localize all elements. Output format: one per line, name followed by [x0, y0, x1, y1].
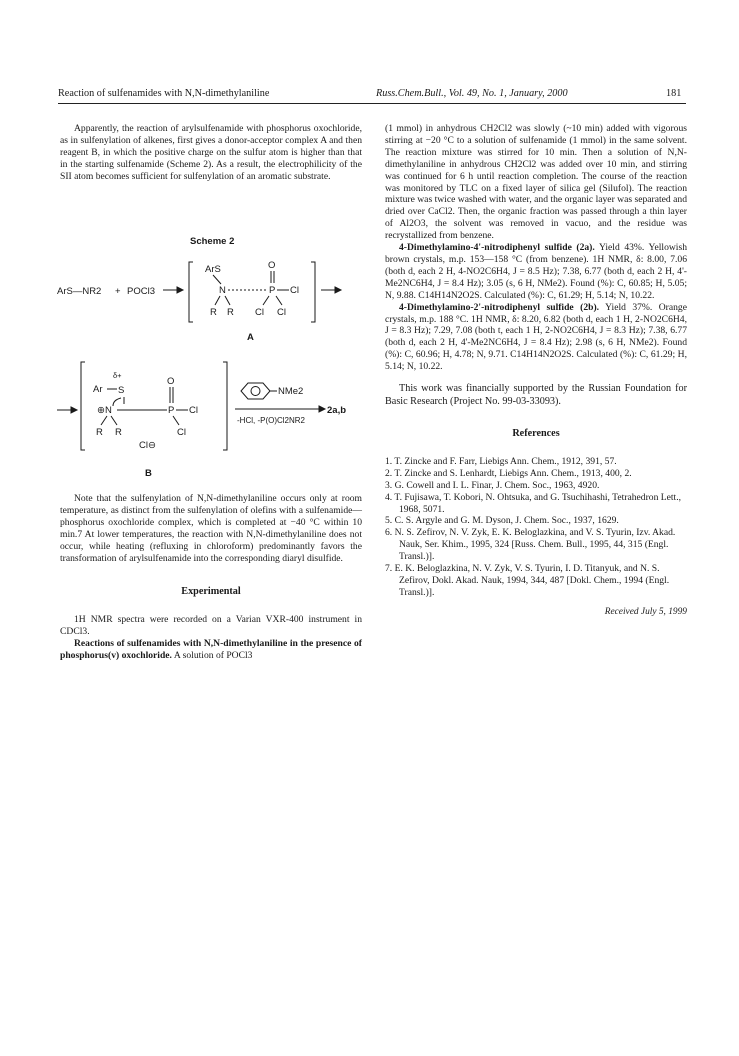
atom-p: P: [269, 285, 276, 296]
nmr-instrument-note: 1H NMR spectra were recorded on a Varian VXR-400 instrument in CDCl3.: [60, 614, 362, 638]
atom-r: R: [210, 307, 217, 318]
atom-p: P: [168, 405, 175, 416]
procedure-text: A solution of POCl3: [173, 650, 253, 662]
chloride-ion: Cl⊖: [139, 440, 156, 451]
reaction-arrow: [57, 407, 77, 413]
scheme-title: Scheme 2: [190, 236, 235, 247]
compound-2a-name: 4-Dimethylamino-4'-nitrodiphenyl sulfide (2a).: [399, 242, 595, 254]
atom-cl: Cl: [189, 405, 198, 416]
header-rule: [58, 103, 686, 104]
experimental-heading: Experimental: [181, 586, 241, 598]
atom-r: R: [96, 427, 103, 438]
reference-item: 5. C. S. Argyle and G. M. Dyson, J. Chem. Soc., 1937, 1629.: [385, 515, 619, 527]
left-column-bottom: [60, 493, 362, 662]
complex-a-structure: [189, 260, 315, 322]
running-title: Reaction of sulfenamides with N,N-dimethylaniline: [58, 88, 270, 99]
reference-item: 3. G. Cowell and I. L. Finar, J. Chem. Soc., 1963, 4920.: [385, 479, 600, 491]
atom-ar: Ar: [93, 384, 103, 395]
reference-item: 1. T. Zincke and F. Farr, Liebigs Ann. Chem., 1912, 391, 57.: [385, 455, 617, 467]
label-b: B: [145, 468, 152, 479]
atom-cl: Cl: [277, 307, 286, 318]
references-heading: References: [512, 428, 560, 440]
atom-r: R: [115, 427, 122, 438]
journal-citation: Russ.Chem.Bull., Vol. 49, No. 1, January, 2000: [376, 88, 568, 99]
reaction-conditions: -HCl, -P(O)Cl2NR2: [237, 416, 305, 425]
received-date: Received July 5, 1999: [604, 606, 687, 617]
reagent-b-structure: [81, 362, 227, 451]
compound-2a-data: Yield 43%. Yellowish brown crystals, m.p. 153—158 °C (from benzene). 1H NMR, δ: 8.00, 7.06 (both d, each 2 H, 4-NO2C6H4, J = 8.5 Hz); 7.38, 6.77 (both d, each 2 H, 4'-Me2NC6H4, J = 8.4 Hz); 3.05 (s, 6 H, NMe2). Found (%): C, 60.85; H, 5.05; N, 9.88. C14H14N2O2S. Calculated (%): C, 61.29; H, 5.14; N, 10.22.: [385, 242, 687, 301]
procedure-continued: (1 mmol) in anhydrous CH2Cl2 was slowly (~10 min) added with vigorous stirring at −20 °C to a solution of sulfenamide (1 mmol) in the same solvent. The reaction mixture was stirred for 10 min. Then a solution of N,N-dimethylaniline in anhydrous CH2Cl2 was added over 10 min, and stirring was continued for 6 h until reaction completion. The course of the reaction was monitored by TLC on a fixed layer of silica gel (Silufol). The reaction mixture was twice washed with water, and the organic layer was separated and dried over CaCl2. Then, the organic fraction was passed through a thin layer of Al2O3, the solvent was removed in vacuo, and the residue was recrystallized from benzene.: [385, 123, 687, 242]
atom-cl: Cl: [290, 285, 299, 296]
atom-o: O: [268, 260, 276, 271]
reference-item: 2. T. Zincke and S. Lenhardt, Liebigs Ann. Chem., 1913, 400, 2.: [385, 467, 632, 479]
atom-o: O: [167, 376, 175, 387]
left-column-top: [60, 123, 362, 183]
atom-s: S: [118, 385, 125, 396]
acknowledgment: This work was financially supported by the Russian Foundation for Basic Research (Project No. 99-03-33093).: [385, 383, 687, 408]
product-label: 2a,b: [327, 405, 347, 416]
right-column: [385, 123, 687, 619]
reactant-sulfenamide: ArS—NR2: [57, 286, 102, 297]
reaction-scheme: [55, 232, 355, 482]
reaction-arrow: [235, 406, 325, 412]
body-paragraph: Note that the sulfenylation of N,N-dimethylaniline occurs only at room temperature, as distinct from the sulfenylation of olefins with a sulfenamide—phosphorus oxochloride complex, which is completed at −40 °C within 10 min.7 At lower temperatures, the reaction with N,N-dimethylaniline does not occur, while heating (refluxing in chloroform) predominantly favors the transformation of arylsulfenamide into the corresponding diaryl disulfide.: [60, 493, 362, 564]
compound-2b-name: 4-Dimethylamino-2'-nitrodiphenyl sulfide (2b).: [399, 301, 600, 313]
atom-n: N: [219, 285, 226, 296]
procedure-title: Reactions of sulfenamides with N,N-dimethylaniline in the presence of phosphorus(v) oxochloride.: [60, 638, 362, 662]
nme2-group: NMe2: [278, 386, 304, 397]
reactant-pocl3: POCl3: [127, 286, 155, 297]
label-a: A: [247, 332, 254, 343]
compound-2b-data: Yield 37%. Orange crystals, m.p. 188 °C. 1H NMR, δ: 8.20, 6.82 (both d, each 1 H, 2-NO2C6H4, J = 8.3 Hz); 7.29, 7.08 (both t, each 1 H, 2-NO2C6H4, J = 8.3 Hz); 7.38, 6.77 (both d, each 2 H, 4'-Me2NC6H4, J = 8.4 Hz); 2.98 (s, 6 H, NMe2). Found (%): C, 60.96; H, 4.78; N, 9.71. C14H14N2O2S. Calculated (%): C, 61.29; H, 5.14; N, 10.22.: [385, 301, 687, 373]
body-paragraph: Apparently, the reaction of arylsulfenamide with phosphorus oxochloride, as in sulfenylation of alkenes, first gives a donor-acceptor complex A and then reagent B, in which the positive charge on the sulfur atom is higher than that in the starting sulfenamide (Scheme 2). As a result, the electrophilicity of the SII atom becomes sufficient for sulfenylation of an aromatic substrate.: [60, 123, 362, 182]
reference-list: [385, 456, 687, 599]
atom-ars: ArS: [205, 264, 221, 275]
reference-item: 7. E. K. Beloglazkina, N. V. Zyk, V. S. Tyurin, I. D. Titanyuk, and N. S. Zefirov, Dokl. Akad. Nauk, 1994, 344, 487 [Dokl. Chem., 1994 (Engl. Transl.)].: [385, 563, 670, 598]
dimethylaniline-ring: [241, 383, 303, 399]
atom-r: R: [227, 307, 234, 318]
atom-n-plus: ⊕N: [97, 405, 112, 416]
atom-cl: Cl: [255, 307, 264, 318]
page-number: 181: [666, 88, 682, 99]
plus-sign: +: [115, 286, 121, 297]
reference-item: 4. T. Fujisawa, T. Kobori, N. Ohtsuka, and G. Tsuchihashi, Tetrahedron Lett., 1968, 5071.: [385, 491, 682, 515]
reference-item: 6. N. S. Zefirov, N. V. Zyk, E. K. Beloglazkina, and V. S. Tyurin, Izv. Akad. Nauk, Ser. Khim., 1995, 324 [Russ. Chem. Bull., 1995, 44, 315 (Engl. Transl.)].: [385, 527, 676, 563]
delta-plus-label: δ+: [113, 371, 122, 380]
reaction-arrow: [321, 287, 341, 293]
reaction-arrow: [163, 287, 183, 293]
atom-cl: Cl: [177, 427, 186, 438]
